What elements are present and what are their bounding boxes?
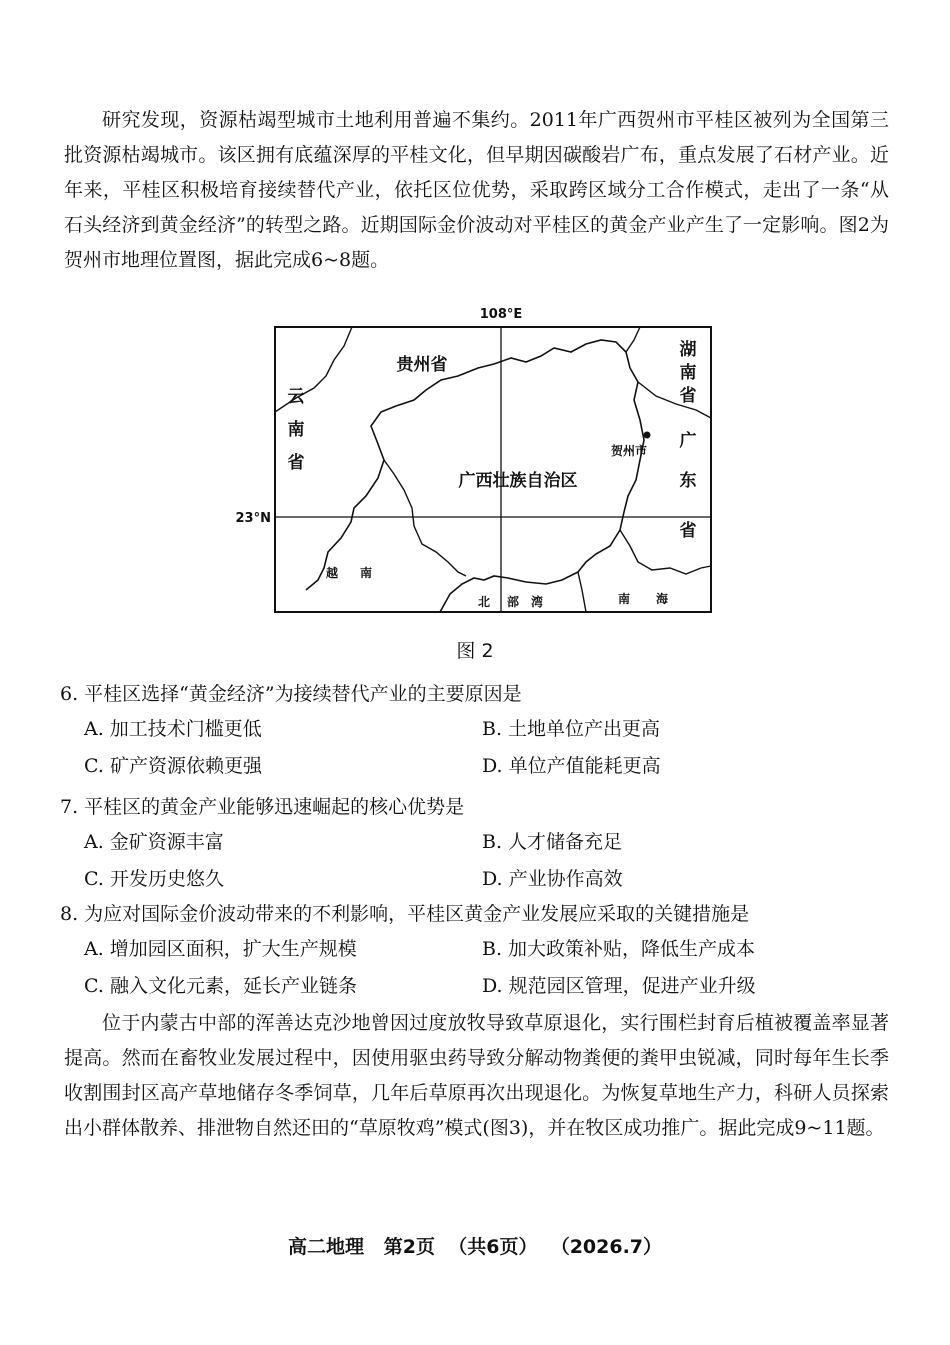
option-b: B. 土地单位产出更高 — [482, 718, 661, 740]
guangdong-coastline — [620, 530, 711, 574]
nanhai-label-1: 南 — [617, 592, 631, 606]
hunan-label-3: 省 — [679, 386, 697, 406]
option-a: A. 加工技术门槛更低 — [84, 718, 262, 740]
vietnam-border — [384, 460, 466, 576]
guizhou-hunan-border — [626, 327, 640, 352]
longitude-label: 108°E — [479, 307, 523, 322]
leizhou-peninsula — [578, 572, 586, 612]
question-stem: 6. 平桂区选择“黄金经济”为接续替代产业的主要原因是 — [60, 683, 522, 705]
nanhai-label-2: 海 — [655, 592, 669, 606]
option-a: A. 增加园区面积，扩大生产规模 — [84, 938, 357, 960]
hunan-guangdong-border — [638, 382, 711, 418]
option-d: D. 规范园区管理，促进产业升级 — [482, 975, 756, 997]
guangdong-label-2: 东 — [679, 471, 697, 491]
hunan-label-1: 湖 — [679, 340, 697, 360]
figure-caption: 图 2 — [456, 640, 494, 662]
question-7 — [60, 790, 890, 898]
vietnam-label-1: 越 — [325, 566, 339, 580]
options-grid — [60, 824, 890, 898]
option-c: C. 开发历史悠久 — [84, 868, 224, 890]
option-a: A. 金矿资源丰富 — [84, 831, 224, 853]
options-grid — [60, 711, 890, 785]
option-b: B. 人才储备充足 — [482, 831, 623, 853]
hunan-label-2: 南 — [679, 363, 697, 383]
question-stem: 8. 为应对国际金价波动带来的不利影响，平桂区黄金产业发展应采取的关键措施是 — [60, 903, 750, 925]
map-frame — [275, 327, 711, 612]
yunnan-label-2: 南 — [287, 420, 305, 440]
option-c: C. 矿产资源依赖更强 — [84, 755, 262, 777]
question-stem: 7. 平桂区的黄金产业能够迅速崛起的核心优势是 — [60, 796, 465, 818]
yunnan-label-3: 省 — [287, 453, 305, 473]
beibu-label-3: 湾 — [530, 595, 544, 609]
figure-2-map — [226, 300, 726, 620]
hezhou-city-marker — [644, 432, 651, 439]
yunnan-label-1: 云 — [287, 387, 305, 407]
latitude-label: 23°N — [235, 511, 271, 526]
vietnam-label-2: 南 — [359, 566, 373, 580]
hezhou-label: 贺州市 — [610, 444, 648, 458]
beibu-label-2: 部 — [506, 595, 520, 609]
intro-passage-grassland: 位于内蒙古中部的浑善达克沙地曾因过度放牧导致草原退化，实行围栏封育后植被覆盖率显著提高。然而在畜牧业发展过程中，因使用驱虫药导致分解动物粪便的粪甲虫锐减，同时每年生长季收割围封区高产草地储存冬季饲草，几年后草原再次出现退化。为恢复草地生产力，科研人员探索出小群体散养、排泄物自然还田的“草原牧鸡”模式(图3)，并在牧区成功推广。据此完成9~11题。 — [64, 1012, 889, 1139]
guizhou-label: 贵州省 — [396, 355, 448, 375]
question-8 — [60, 897, 890, 1005]
option-b: B. 加大政策补贴，降低生产成本 — [482, 938, 756, 960]
intro-passage-hezhou: 研究发现，资源枯竭型城市土地利用普遍不集约。2011年广西贺州市平桂区被列为全国第三批资源枯竭城市。该区拥有底蕴深厚的平桂文化，但早期因碳酸岩广布，重点发展了石材产业。近年来，平桂区积极培育接续替代产业，依托区位优势，采取跨区域分工合作模式，走出了一条“从石头经济到黄金经济”的转型之路。近期国际金价波动对平桂区的黄金产业产生了一定影响。图2为贺州市地理位置图，据此完成6~8题。 — [64, 109, 889, 271]
guangdong-label-1: 广 — [679, 431, 697, 451]
options-grid — [60, 931, 890, 1005]
option-d: D. 产业协作高效 — [482, 868, 623, 890]
guangdong-label-3: 省 — [679, 521, 697, 541]
beibu-label-1: 北 — [477, 595, 491, 609]
option-c: C. 融入文化元素，延长产业链条 — [84, 975, 357, 997]
page-footer: 高二地理 第2页 （共6页） （2026.7） — [287, 1236, 663, 1258]
question-6 — [60, 677, 890, 785]
hezhou-location-map — [226, 300, 726, 620]
option-d: D. 单位产值能耗更高 — [482, 755, 661, 777]
guangxi-label: 广西壮族自治区 — [458, 471, 578, 491]
